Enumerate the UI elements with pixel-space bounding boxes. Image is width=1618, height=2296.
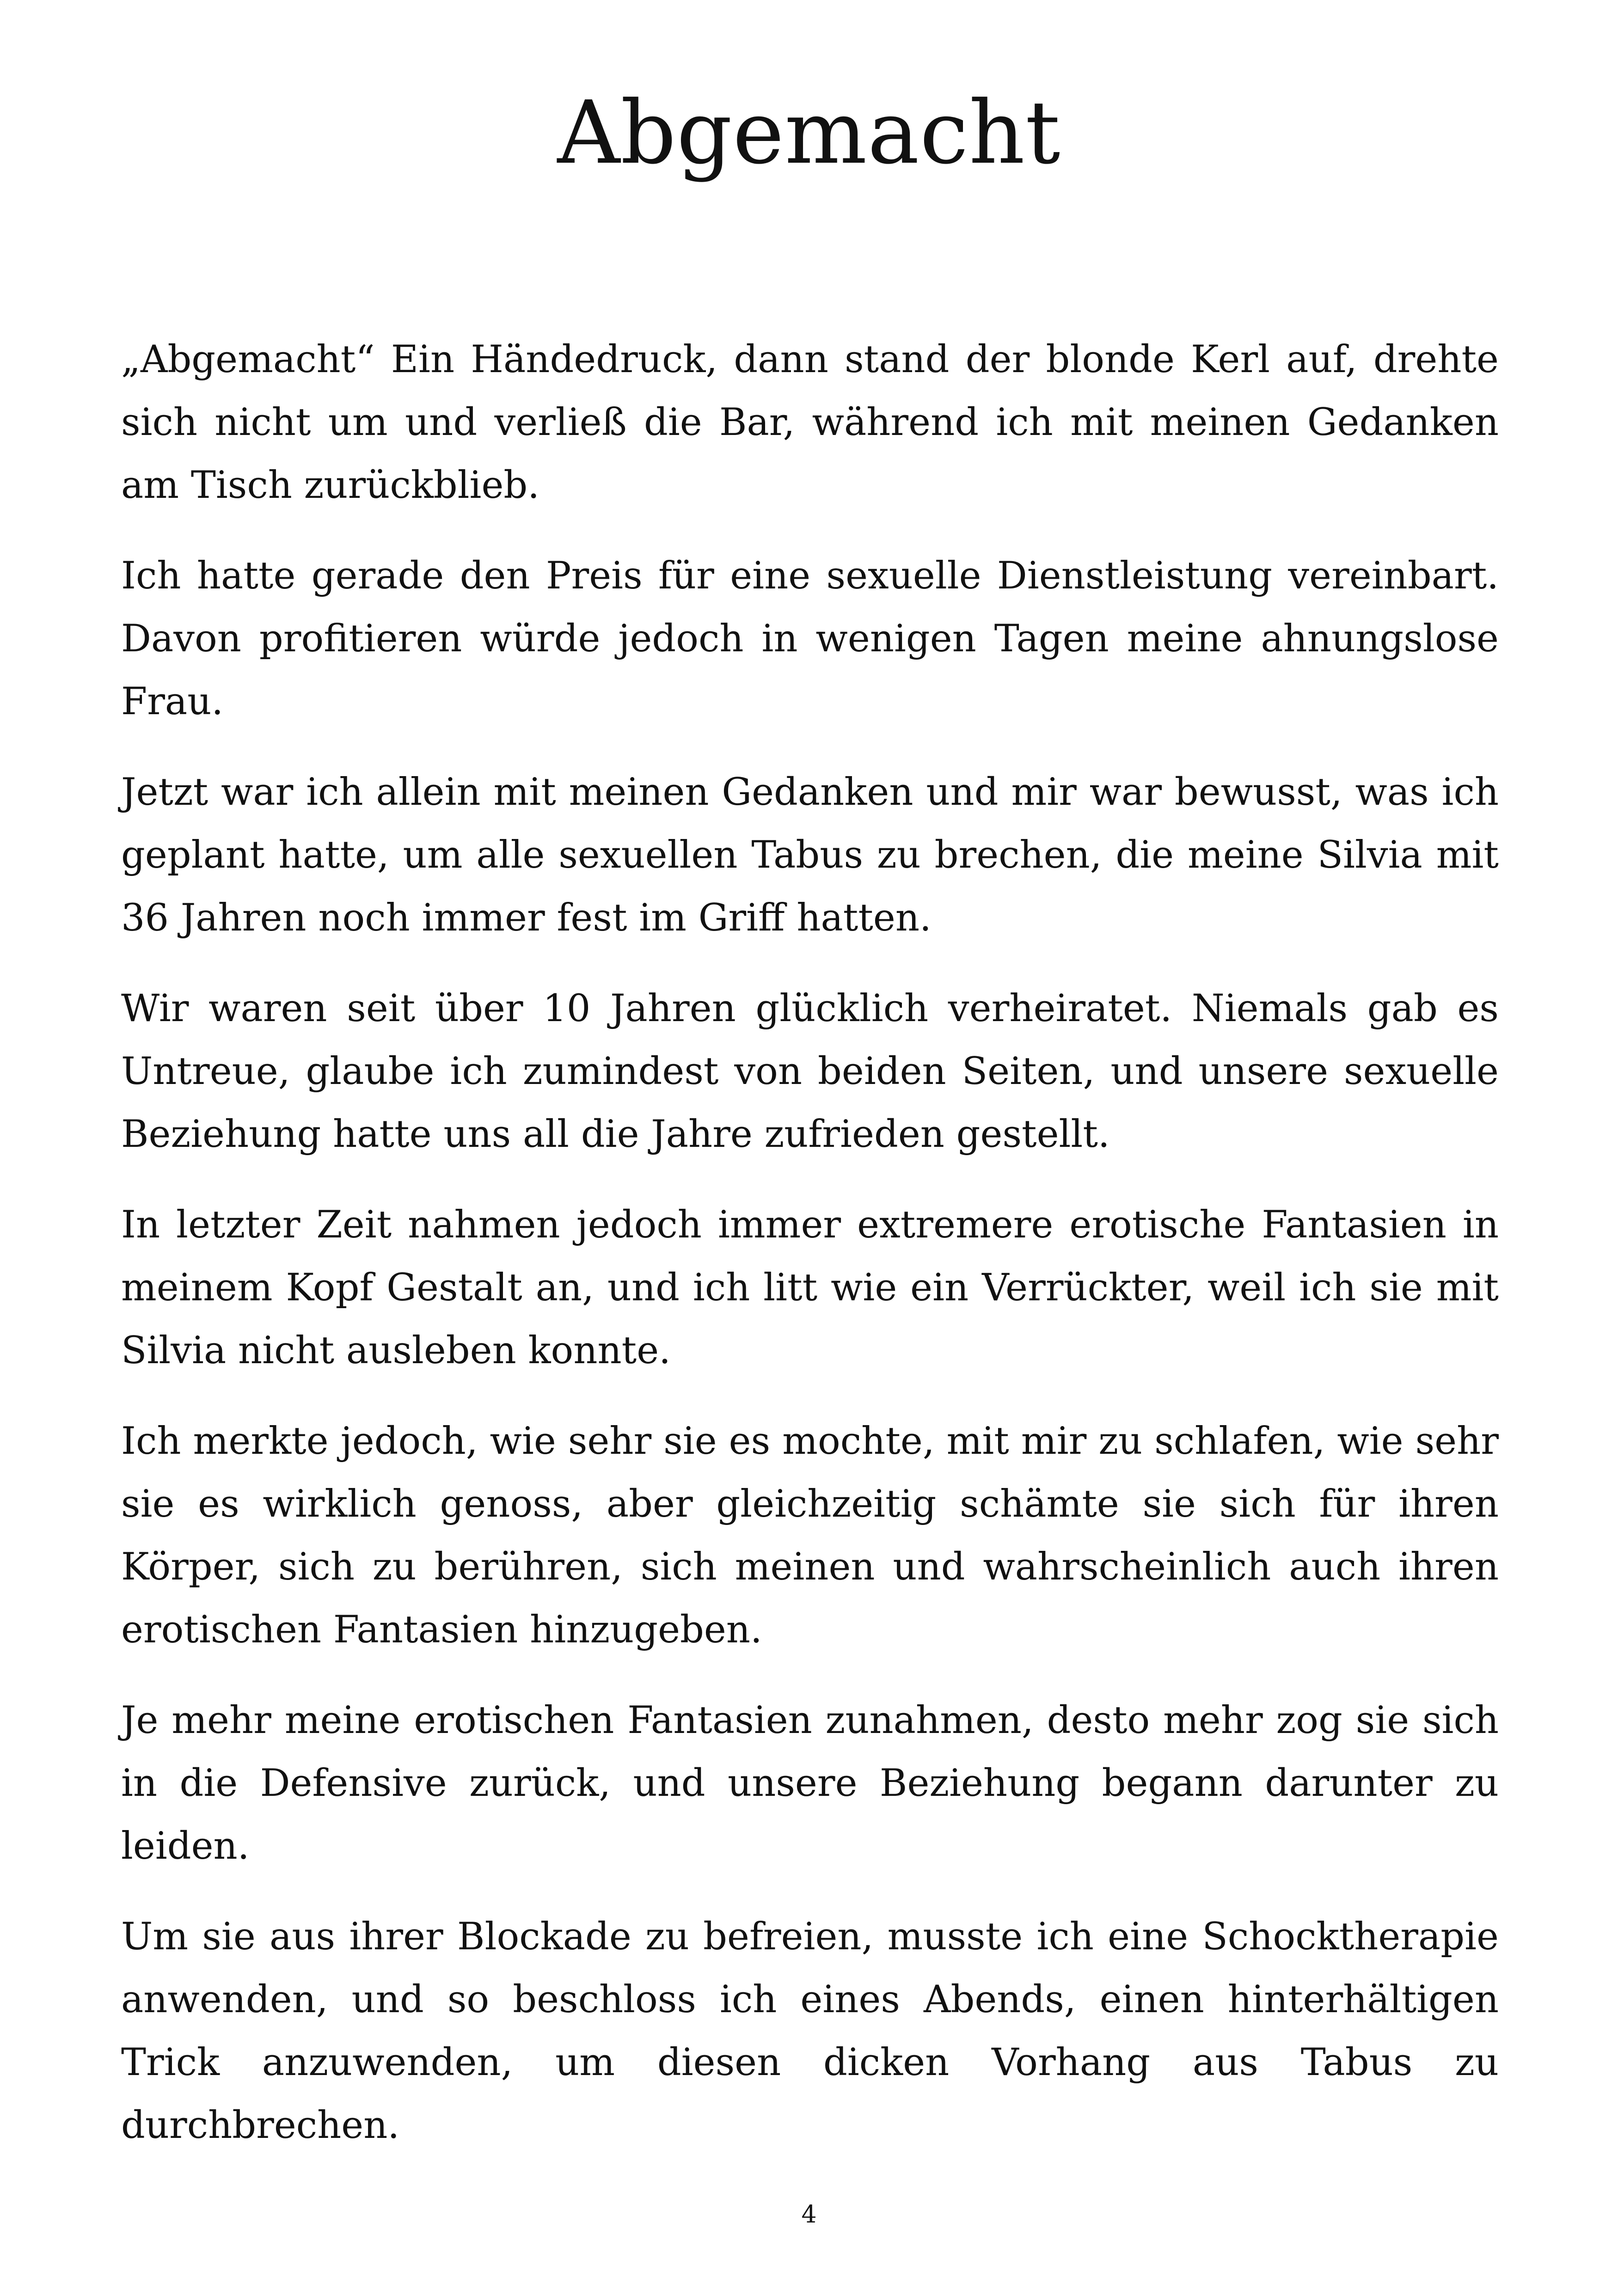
paragraph-3: Jetzt war ich allein mit meinen Gedanken und mir war bewusst, was ich geplant hatte, um alle sexuellen Tabus zu brechen, die meine Silvia mit 36 Jahren noch immer fest im Griff hatten. xyxy=(121,771,1499,940)
paragraph-7: Je mehr meine erotischen Fantasien zunahmen, desto mehr zog sie sich in die Defensive zurück, und unsere Beziehung begann darunter zu leiden. xyxy=(121,1699,1499,1868)
paragraph-6: Ich merkte jedoch, wie sehr sie es mochte, mit mir zu schlafen, wie sehr sie es wirklich genoss, aber gleichzeitig schämte sie sich für ihren Körper, sich zu berühren, sich meinen und wahrscheinlich auch ihren erotischen Fantasien hinzugeben. xyxy=(121,1420,1499,1652)
paragraph-5: In letzter Zeit nahmen jedoch immer extremere erotische Fantasien in meinem Kopf Gestalt an, und ich litt wie ein Verrückter, weil ich sie mit Silvia nicht ausleben konnte. xyxy=(121,1203,1499,1372)
page-number: 4 xyxy=(801,2201,817,2229)
paragraph-1: „Abgemacht“ Ein Händedruck, dann stand der blonde Kerl auf, drehte sich nicht um und verließ die Bar, während ich mit meinen Gedanken am Tisch zurückblieb. xyxy=(121,338,1499,507)
paragraph-2: Ich hatte gerade den Preis für eine sexuelle Dienstleistung vereinbart. Davon profitieren würde jedoch in wenigen Tagen meine ahnungslose Frau. xyxy=(121,554,1499,723)
page-title: Abgemacht xyxy=(557,82,1061,184)
paragraph-8: Um sie aus ihrer Blockade zu befreien, musste ich eine Schocktherapie anwenden, und so beschloss ich eines Abends, einen hinterhältigen Trick anzuwenden, um diesen dicken Vorhang aus Tabus zu durchbrechen. xyxy=(121,1915,1499,2147)
body-text xyxy=(121,328,1499,2185)
paragraph-4: Wir waren seit über 10 Jahren glücklich verheiratet. Niemals gab es Untreue, glaube ich zumindest von beiden Seiten, und unsere sexuelle Beziehung hatte uns all die Jahre zufrieden gestellt. xyxy=(121,987,1499,1156)
